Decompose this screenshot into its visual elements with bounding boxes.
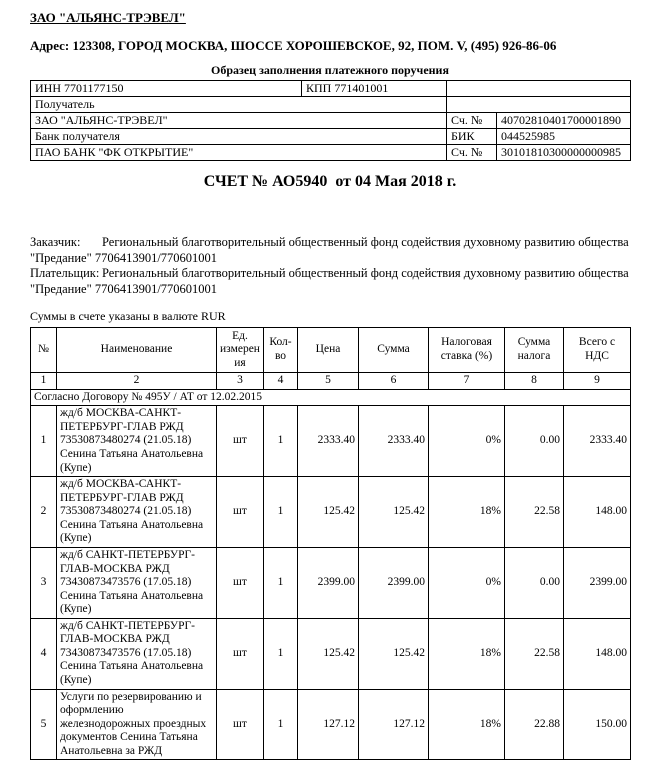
corr-account-label: Сч. № xyxy=(447,145,497,161)
table-row xyxy=(31,406,631,477)
column-number: 3 xyxy=(217,373,264,390)
item-name: жд/б МОСКВА-САНКТ-ПЕТЕРБУРГ-ГЛАВ РЖД 73530873480274 (21.05.18) Сенина Татьяна Анатольевна (Купе) xyxy=(57,477,217,548)
item-amount: 127.12 xyxy=(359,689,429,760)
column-number: 9 xyxy=(564,373,631,390)
item-price: 125.42 xyxy=(298,477,359,548)
item-qty: 1 xyxy=(264,406,298,477)
table-row xyxy=(31,547,631,618)
column-header-price: Цена xyxy=(298,327,359,373)
invoice-title: СЧЕТ № АО5940 от 04 Мая 2018 г. xyxy=(203,173,457,190)
table-row xyxy=(31,618,631,689)
item-unit: шт xyxy=(217,547,264,618)
column-number: 1 xyxy=(31,373,57,390)
items-table xyxy=(30,327,631,761)
item-tax-amount: 0.00 xyxy=(505,406,564,477)
column-number: 8 xyxy=(505,373,564,390)
item-tax-rate: 18% xyxy=(429,689,505,760)
table-row xyxy=(31,477,631,548)
item-tax-rate: 0% xyxy=(429,547,505,618)
item-tax-rate: 18% xyxy=(429,477,505,548)
account-number: 40702810401700001890 xyxy=(497,113,631,129)
item-unit: шт xyxy=(217,406,264,477)
column-number: 4 xyxy=(264,373,298,390)
column-header-number: № xyxy=(31,327,57,373)
column-header-tax-amount: Сумма налога xyxy=(505,327,564,373)
item-amount: 2333.40 xyxy=(359,406,429,477)
customer-label: Заказчик: xyxy=(30,235,81,249)
column-header-qty: Кол-во xyxy=(264,327,298,373)
account-label: Сч. № xyxy=(447,113,497,129)
empty-cell xyxy=(447,97,631,113)
payer-label: Плательщик: xyxy=(30,266,100,281)
item-qty: 1 xyxy=(264,477,298,548)
bank-row-bank-label xyxy=(31,129,631,145)
bik-value: 044525985 xyxy=(497,129,631,145)
item-price: 2399.00 xyxy=(298,547,359,618)
kpp-value: КПП 771401001 xyxy=(302,81,447,97)
contract-note-row xyxy=(31,389,631,406)
table-row xyxy=(31,689,631,760)
item-amount: 125.42 xyxy=(359,477,429,548)
contract-note: Согласно Договору № 495У / АТ от 12.02.2015 xyxy=(31,389,631,406)
column-header-total: Всего с НДС xyxy=(564,327,631,373)
item-name: жд/б САНКТ-ПЕТЕРБУРГ-ГЛАВ-МОСКВА РЖД 73430873473576 (17.05.18) Сенина Татьяна Анатольевна (Купе) xyxy=(57,618,217,689)
bank-row-recipient-name xyxy=(31,113,631,129)
item-amount: 125.42 xyxy=(359,618,429,689)
item-total: 2333.40 xyxy=(564,406,631,477)
currency-note: Суммы в счете указаны в валюте RUR xyxy=(30,308,226,323)
item-number: 5 xyxy=(31,689,57,760)
column-number: 7 xyxy=(429,373,505,390)
column-header-tax-rate: Налоговая ставка (%) xyxy=(429,327,505,373)
customer-value: Региональный благотворительный общественный фонд содействия духовному развитию общества "Предание" 7706413901/770601001 xyxy=(30,235,629,265)
item-price: 2333.40 xyxy=(298,406,359,477)
corr-account-number: 30101810300000000985 xyxy=(497,145,631,161)
parties-block xyxy=(30,235,630,298)
bank-row-bank-name xyxy=(31,145,631,161)
item-total: 148.00 xyxy=(564,618,631,689)
item-tax-rate: 18% xyxy=(429,618,505,689)
item-number: 3 xyxy=(31,547,57,618)
column-numbers-row xyxy=(31,373,631,390)
column-header-name: Наименование xyxy=(57,327,217,373)
item-tax-amount: 22.58 xyxy=(505,477,564,548)
item-unit: шт xyxy=(217,618,264,689)
column-number: 5 xyxy=(298,373,359,390)
item-amount: 2399.00 xyxy=(359,547,429,618)
item-qty: 1 xyxy=(264,689,298,760)
payment-order-sample-title: Образец заполнения платежного поручения xyxy=(211,63,449,77)
customer-row xyxy=(30,235,630,266)
item-price: 127.12 xyxy=(298,689,359,760)
inn-value: ИНН 7701177150 xyxy=(31,81,302,97)
column-header-amount: Сумма xyxy=(359,327,429,373)
item-total: 150.00 xyxy=(564,689,631,760)
company-name: ЗАО "АЛЬЯНС-ТРЭВЕЛ" xyxy=(30,10,186,25)
item-total: 148.00 xyxy=(564,477,631,548)
item-tax-amount: 22.58 xyxy=(505,618,564,689)
item-total: 2399.00 xyxy=(564,547,631,618)
items-header-row xyxy=(31,327,631,373)
column-number: 6 xyxy=(359,373,429,390)
item-name: жд/б САНКТ-ПЕТЕРБУРГ-ГЛАВ-МОСКВА РЖД 73430873473576 (17.05.18) Сенина Татьяна Анатольевна (Купе) xyxy=(57,547,217,618)
item-qty: 1 xyxy=(264,547,298,618)
item-tax-amount: 0.00 xyxy=(505,547,564,618)
item-number: 1 xyxy=(31,406,57,477)
item-number: 4 xyxy=(31,618,57,689)
bank-name: ПАО БАНК "ФК ОТКРЫТИЕ" xyxy=(31,145,447,161)
payer-row xyxy=(30,266,630,297)
item-unit: шт xyxy=(217,689,264,760)
item-qty: 1 xyxy=(264,618,298,689)
recipient-bank-label: Банк получателя xyxy=(31,129,447,145)
company-address: Адрес: 123308, ГОРОД МОСКВА, ШОССЕ ХОРОШЕВСКОЕ, 92, ПОМ. V, (495) 926-86-06 xyxy=(30,38,557,53)
bank-row-inn-kpp xyxy=(31,81,631,97)
recipient-name: ЗАО "АЛЬЯНС-ТРЭВЕЛ" xyxy=(31,113,447,129)
empty-cell xyxy=(447,81,631,97)
item-tax-rate: 0% xyxy=(429,406,505,477)
recipient-label: Получатель xyxy=(31,97,447,113)
item-name: Услуги по резервированию и оформлению железнодорожных проездных документов Сенина Татьяна Анатольевна за РЖД xyxy=(57,689,217,760)
payer-value: Региональный благотворительный общественный фонд содействия духовному развитию общества "Предание" 7706413901/770601001 xyxy=(30,266,629,296)
bank-row-recipient-label xyxy=(31,97,631,113)
column-number: 2 xyxy=(57,373,217,390)
item-tax-amount: 22.88 xyxy=(505,689,564,760)
item-name: жд/б МОСКВА-САНКТ-ПЕТЕРБУРГ-ГЛАВ РЖД 73530873480274 (21.05.18) Сенина Татьяна Анатольевна (Купе) xyxy=(57,406,217,477)
bik-label: БИК xyxy=(447,129,497,145)
item-number: 2 xyxy=(31,477,57,548)
item-price: 125.42 xyxy=(298,618,359,689)
bank-details-table xyxy=(30,80,631,161)
item-unit: шт xyxy=(217,477,264,548)
column-header-unit: Ед. измерения xyxy=(217,327,264,373)
